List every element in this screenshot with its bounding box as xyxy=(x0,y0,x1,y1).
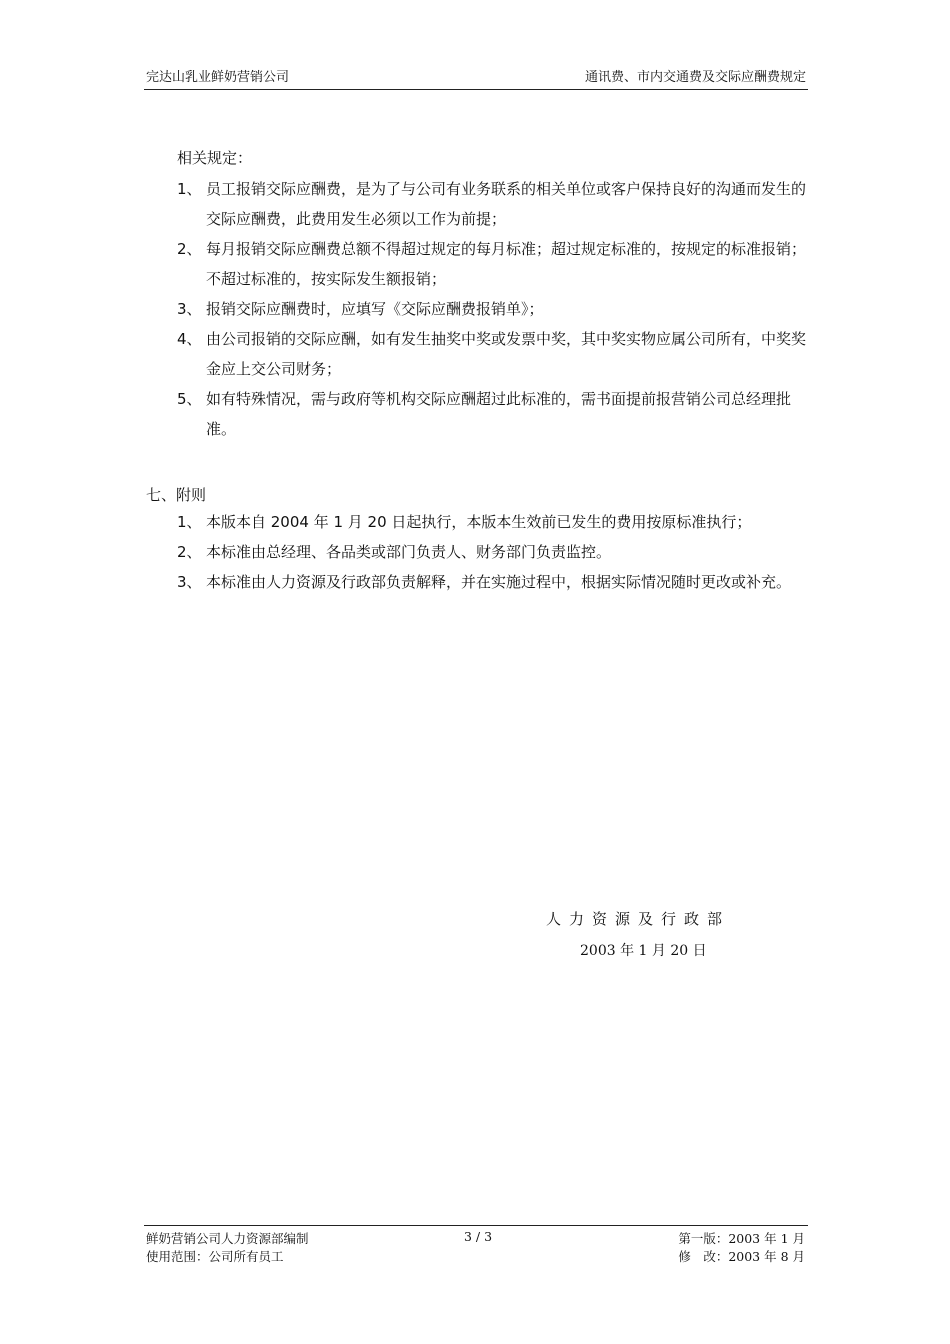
related-item-4 xyxy=(177,324,811,384)
footer-scope: 使用范围：公司所有员工 xyxy=(146,1249,284,1264)
footer-edition: 第一版：2003 年 1 月 xyxy=(678,1231,805,1246)
signature-department: 人力资源及行政部 xyxy=(546,910,731,928)
item-number: 2、 xyxy=(177,240,202,258)
related-item-2 xyxy=(177,234,811,294)
footer-page-number: 3 / 3 xyxy=(464,1229,493,1244)
item-text: 本版本自 2004 年 1 月 20 日起执行，本版本生效前已发生的费用按原标准执行； xyxy=(206,513,752,531)
appendix-item-1 xyxy=(177,507,811,537)
header-doc-title: 通讯费、市内交通费及交际应酬费规定 xyxy=(584,70,806,85)
item-text: 由公司报销的交际应酬，如有发生抽奖中奖或发票中奖，其中奖实物应属公司所有，中奖奖金应上交公司财务； xyxy=(206,330,807,378)
appendix-item-3 xyxy=(177,567,811,597)
signature-date: 2003 年 1 月 20 日 xyxy=(580,943,707,959)
related-rules-title: 相关规定： xyxy=(177,149,253,167)
item-number: 1、 xyxy=(177,180,202,198)
item-number: 1、 xyxy=(177,513,202,531)
item-text: 员工报销交际应酬费，是为了与公司有业务联系的相关单位或客户保持良好的沟通而发生的交际应酬费，此费用发生必须以工作为前提； xyxy=(206,180,807,228)
item-text: 本标准由人力资源及行政部负责解释，并在实施过程中，根据实际情况随时更改或补充。 xyxy=(206,573,792,591)
related-item-5 xyxy=(177,384,811,444)
item-number: 5、 xyxy=(177,390,202,408)
item-number: 3、 xyxy=(177,573,202,591)
item-number: 2、 xyxy=(177,543,202,561)
appendix-title: 七、附则 xyxy=(146,486,207,504)
item-text: 每月报销交际应酬费总额不得超过规定的每月标准；超过规定标准的，按规定的标准报销；不超过标准的，按实际发生额报销； xyxy=(206,240,807,288)
item-number: 3、 xyxy=(177,300,202,318)
appendix-item-2 xyxy=(177,537,811,567)
related-item-1 xyxy=(177,174,811,234)
item-number: 4、 xyxy=(177,330,202,348)
footer-revision: 修 改：2003 年 8 月 xyxy=(678,1249,805,1264)
item-text: 如有特殊情况，需与政府等机构交际应酬超过此标准的，需书面提前报营销公司总经理批准。 xyxy=(206,390,792,438)
related-item-3 xyxy=(177,294,811,324)
item-text: 报销交际应酬费时，应填写《交际应酬费报销单》； xyxy=(206,300,544,318)
footer-divider xyxy=(144,1225,808,1226)
item-text: 本标准由总经理、各品类或部门负责人、财务部门负责监控。 xyxy=(206,543,612,561)
header-company: 完达山乳业鲜奶营销公司 xyxy=(146,70,290,85)
footer-compiled-by: 鲜奶营销公司人力资源部编制 xyxy=(146,1231,309,1246)
header-divider xyxy=(144,89,808,90)
